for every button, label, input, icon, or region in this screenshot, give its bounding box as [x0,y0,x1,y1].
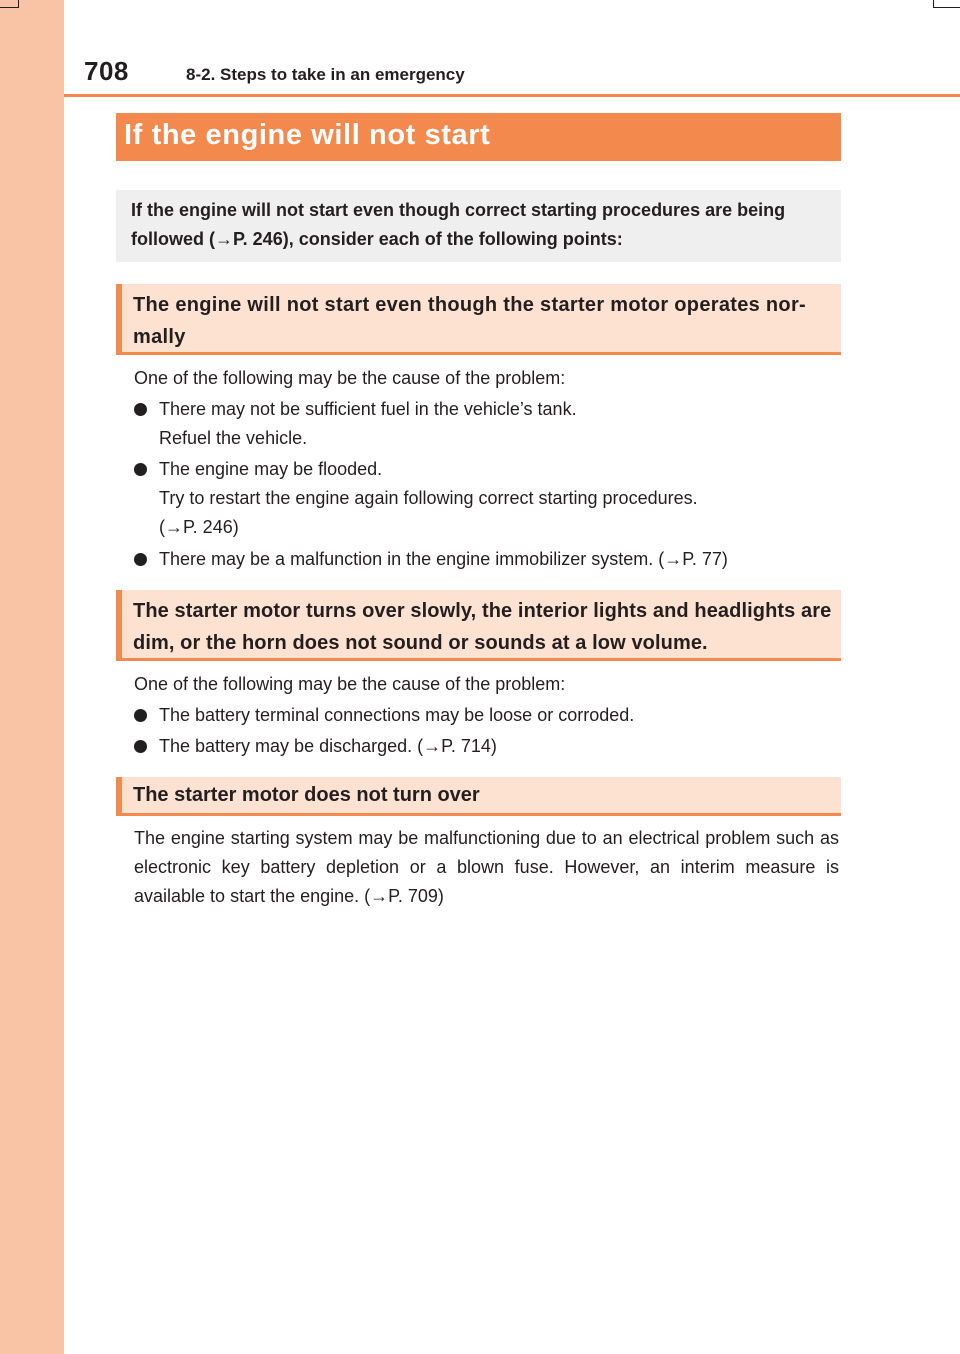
subheading-text: The engine will not start even though the starter motor operates nor-mally [133,294,806,348]
lead-text: One of the following may be the cause of the problem: [134,674,566,694]
list-item [134,732,834,761]
section-reference: 8-2. Steps to take in an emergency [186,65,465,84]
subheading-starter-no-turn [116,777,841,816]
body-paragraph: The engine starting system may be malfunctioning due to an electrical problem such as electronic key battery depletion or a blown fuse. However, an interim measure is available to start the engine. (→P. 709) [134,828,839,906]
bullet-text: The battery may be discharged. (→P. 714) [159,736,497,756]
crop-mark-top-right-h [933,7,960,8]
side-tab-strip [0,0,64,1354]
bullet-icon [134,553,147,566]
bullet-text: The battery terminal connections may be loose or corroded. [159,705,635,725]
bullet-icon [134,403,147,416]
intro-text: If the engine will not start even though correct starting procedures are being followed (→P. 246), consider each of the following points: [131,200,786,249]
bullet-icon [134,709,147,722]
bullet-detail: Refuel the vehicle. [159,428,308,448]
bullet-text: The engine may be flooded. [159,459,383,479]
list-item [134,545,834,574]
lead-text: One of the following may be the cause of the problem: [134,368,566,388]
bullet-detail: Try to restart the engine again following correct starting procedures. [159,488,698,508]
header-divider [64,94,960,97]
subheading-starter-normal [116,284,841,355]
subheading-text: The starter motor turns over slowly, the interior lights and headlights are dim, or the horn does not sound or sounds at a low volume. [133,600,832,654]
list-item [134,395,834,453]
bullet-text: There may not be sufficient fuel in the vehicle’s tank. [159,399,577,419]
list-item [134,701,834,730]
page-number: 708 [84,56,129,86]
bullet-icon [134,740,147,753]
intro-note [116,190,841,262]
subheading-starter-slow [116,590,841,661]
crop-mark-top-left-h [0,7,19,8]
bullet-icon [134,463,147,476]
bullet-text: There may be a malfunction in the engine immobilizer system. (→P. 77) [159,549,728,569]
list-item [134,455,834,542]
page-reference: (→P. 246) [159,517,239,537]
subheading-text: The starter motor does not turn over [133,784,480,806]
page-title: If the engine will not start [116,113,841,161]
